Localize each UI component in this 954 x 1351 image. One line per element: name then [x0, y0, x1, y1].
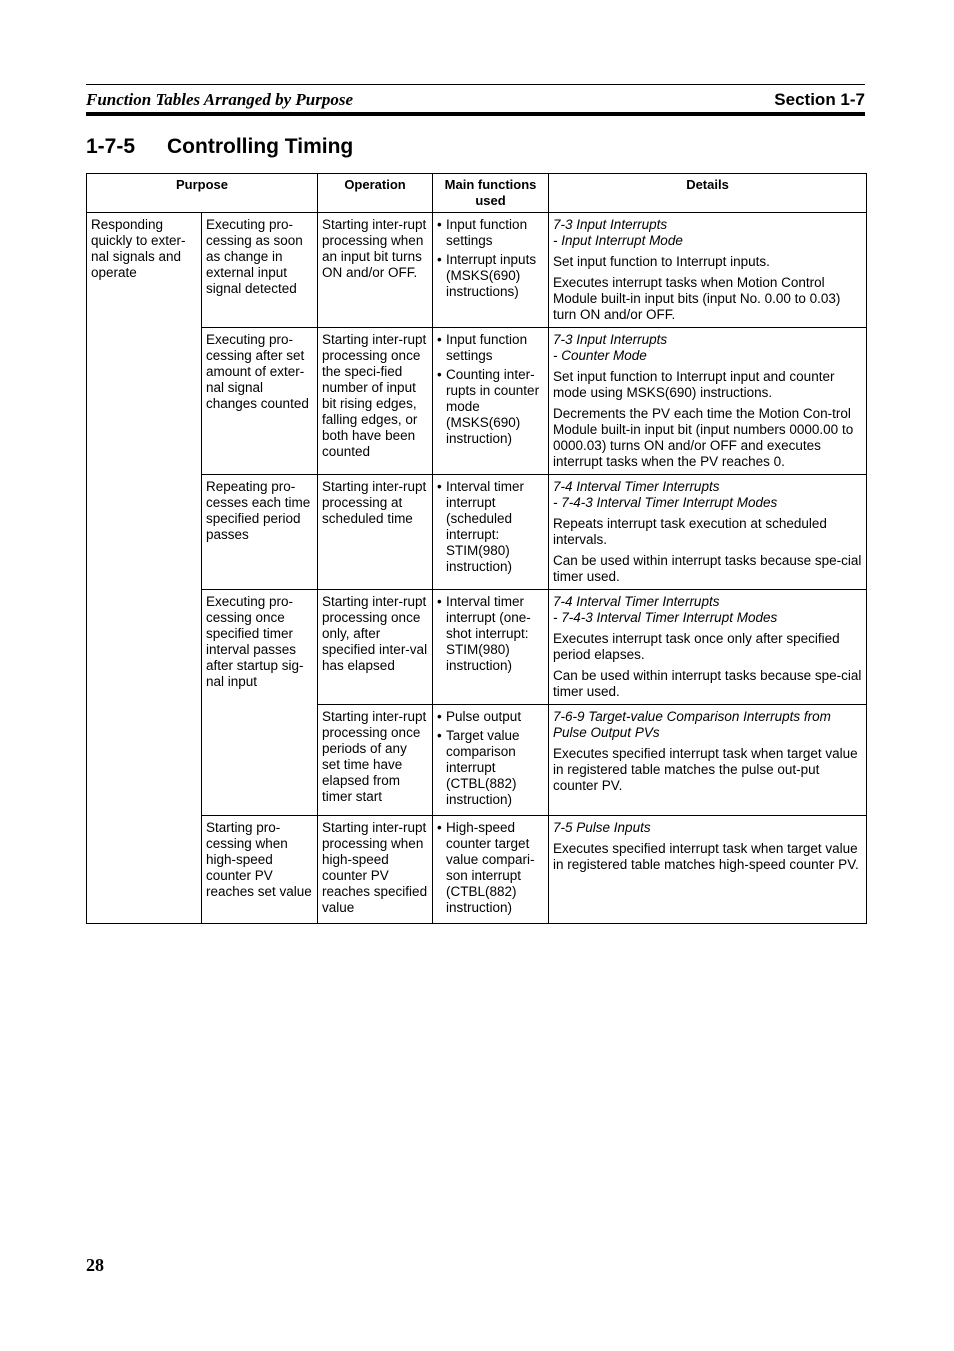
reference-line-1: 7-4 Interval Timer Interrupts [553, 479, 720, 494]
functions-cell [433, 705, 549, 816]
section-heading [86, 135, 353, 159]
sub-purpose-cell: Executing pro-cessing as soon as change in external input signal detected [202, 213, 318, 328]
operation-cell: Starting inter-rupt processing once only, after specified inter-val has elapsed [318, 590, 433, 705]
functions-cell [433, 213, 549, 328]
details-paragraph: Executes interrupt task once only after specified period elapses. [553, 631, 840, 662]
functions-cell [433, 475, 549, 590]
reference-line-2: - Counter Mode [553, 348, 647, 363]
operation-cell: Starting inter-rupt processing at scheduled time [318, 475, 433, 590]
details-reference [553, 594, 862, 626]
details-paragraph: Set input function to Interrupt inputs. [553, 254, 770, 269]
function-item: • Input function settings [437, 217, 544, 249]
operation-cell: Starting inter-rupt processing when high-speed counter PV reaches specified value [318, 816, 433, 924]
purpose-group-cell: Responding quickly to exter-nal signals and operate [87, 213, 202, 924]
details-paragraph: Can be used within interrupt tasks because spe-cial timer used. [553, 553, 862, 584]
function-item: • Interrupt inputs (MSKS(690) instructions) [437, 252, 544, 300]
details-reference [553, 479, 862, 511]
details-paragraph: Set input function to Interrupt input and counter mode using MSKS(690) instructions. [553, 369, 835, 400]
function-item: • Interval timer interrupt (one-shot interrupt: STIM(980) instruction) [437, 594, 544, 674]
reference-line-2: Pulse Output PVs [553, 725, 660, 740]
header-main-functions: Main functions used [433, 174, 549, 213]
header-purpose: Purpose [87, 174, 318, 213]
functions-cell [433, 328, 549, 475]
function-item: • Pulse output [437, 709, 544, 725]
details-paragraph: Decrements the PV each time the Motion Con-trol Module built-in input bit (input numbers 0000.00 to 0000.03) turns ON and/or OFF and executes interrupt tasks when the PV reaches 0. [553, 406, 854, 469]
section-title: Controlling Timing [167, 135, 354, 158]
table-row [87, 475, 867, 590]
details-paragraph: Can be used within interrupt tasks because spe-cial timer used. [553, 668, 862, 699]
details-paragraph: Executes specified interrupt task when target value in registered table matches high-speed counter PV. [553, 841, 859, 872]
sub-purpose-cell: Starting pro-cessing when high-speed counter PV reaches set value [202, 816, 318, 924]
reference-line-2: - Input Interrupt Mode [553, 233, 683, 248]
function-table [86, 173, 867, 924]
sub-purpose-cell: Executing pro-cessing once specified timer interval passes after startup sig-nal input [202, 590, 318, 816]
running-header-section: Section 1-7 [774, 90, 865, 109]
sub-purpose-cell: Executing pro-cessing after set amount of exter-nal signal changes counted [202, 328, 318, 475]
details-cell [549, 590, 867, 705]
details-cell [549, 816, 867, 924]
operation-cell: Starting inter-rupt processing when an input bit turns ON and/or OFF. [318, 213, 433, 328]
reference-line-1: 7-6-9 Target-value Comparison Interrupts from [553, 709, 831, 724]
table-header-row [87, 174, 867, 213]
reference-line-1: 7-4 Interval Timer Interrupts [553, 594, 720, 609]
function-item: • Input function settings [437, 332, 544, 364]
details-reference [553, 217, 862, 249]
sub-purpose-cell: Repeating pro-cesses each time specified period passes [202, 475, 318, 590]
function-item: • Target value comparison interrupt (CTBL(882) instruction) [437, 728, 544, 808]
details-paragraph: Executes interrupt tasks when Motion Control Module built-in input bits (input No. 0.00 to 0.03) turn ON and/or OFF. [553, 275, 841, 322]
function-item: • Counting inter-rupts in counter mode (MSKS(690) instruction) [437, 367, 544, 447]
page-number: 28 [86, 1255, 104, 1275]
details-reference [553, 332, 862, 364]
function-item: • Interval timer interrupt (scheduled interrupt: STIM(980) instruction) [437, 479, 544, 575]
operation-cell: Starting inter-rupt processing once the speci-fied number of input bit rising edges, falling edges, or both have been counted [318, 328, 433, 475]
reference-line-2: - 7-4-3 Interval Timer Interrupt Modes [553, 495, 778, 510]
function-item: • High-speed counter target value compari-son interrupt (CTBL(882) instruction) [437, 820, 544, 916]
functions-cell [433, 816, 549, 924]
table-row [87, 816, 867, 924]
details-reference: 7-5 Pulse Inputs [553, 820, 651, 835]
operation-cell: Starting inter-rupt processing once periods of any set time have elapsed from timer start [318, 705, 433, 816]
reference-line-1: 7-3 Input Interrupts [553, 332, 668, 347]
table-row [87, 328, 867, 475]
header-rule-top [86, 84, 865, 85]
details-paragraph: Executes specified interrupt task when target value in registered table matches the pulse out-put counter PV. [553, 746, 858, 793]
details-cell [549, 705, 867, 816]
reference-line-1: 7-3 Input Interrupts [553, 217, 668, 232]
section-number: 1-7-5 [86, 135, 136, 158]
table-row [87, 213, 867, 328]
functions-cell [433, 590, 549, 705]
details-paragraph: Repeats interrupt task execution at scheduled intervals. [553, 516, 827, 547]
header-details: Details [549, 174, 867, 213]
details-cell [549, 213, 867, 328]
details-reference [553, 709, 862, 741]
details-cell [549, 328, 867, 475]
header-rule-bottom [86, 112, 865, 116]
running-header-title: Function Tables Arranged by Purpose [86, 90, 354, 109]
header-operation: Operation [318, 174, 433, 213]
reference-line-2: - 7-4-3 Interval Timer Interrupt Modes [553, 610, 778, 625]
table-row [87, 590, 867, 705]
details-cell [549, 475, 867, 590]
